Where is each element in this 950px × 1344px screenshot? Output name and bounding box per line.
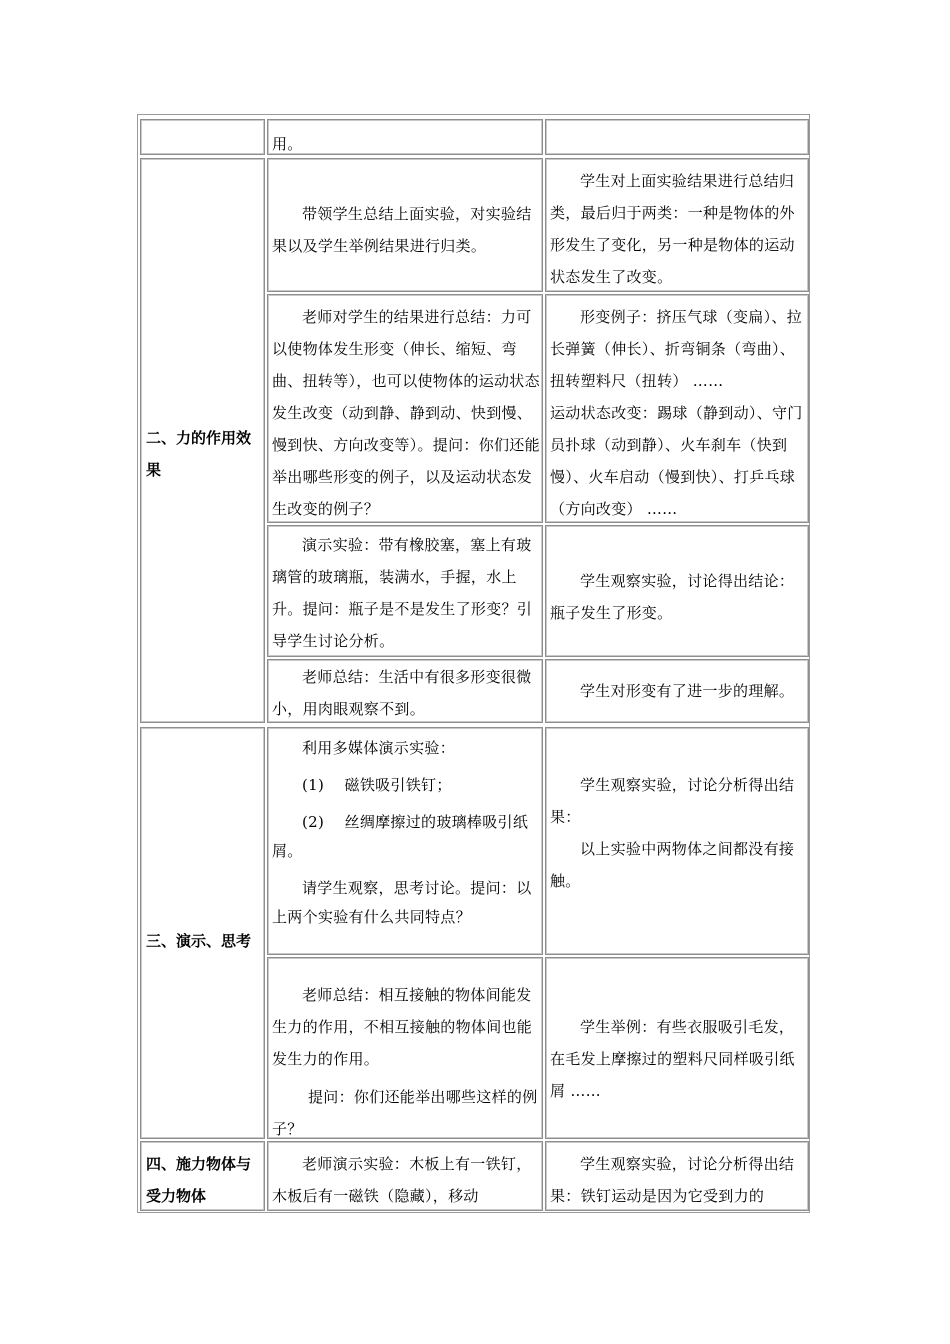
student-cell <box>545 957 809 1139</box>
cell-text: 带领学生总结上面实验，对实验结果以及学生举例结果进行归类。 <box>272 205 532 255</box>
teacher-cell <box>267 727 543 955</box>
teacher-cell <box>267 525 543 657</box>
heading-cell <box>140 158 265 723</box>
cell-text: 老师总结：相互接触的物体间能发生力的作用，不相互接触的物体间也能发生力的作用。 <box>272 986 533 1068</box>
teacher-cell <box>267 659 543 723</box>
cell-text: 老师演示实验：木板上有一铁钉，木板后有一磁铁（隐藏），移动 <box>272 1155 532 1205</box>
cell-text: 学生观察实验，讨论得出结论：瓶子发生了形变。 <box>550 572 795 622</box>
cell-text: 学生举例：有些衣服吸引毛发，在毛发上摩擦过的塑料尺同样吸引纸屑 …… <box>550 1018 795 1100</box>
heading-cell <box>140 119 265 155</box>
cell-text: 用。 <box>272 135 303 153</box>
teacher-cell <box>267 294 543 523</box>
cell-text: 学生对上面实验结果进行总结归类，最后归于两类：一种是物体的外形发生了变化，另一种是物体的运动状态发生了改变。 <box>550 172 795 286</box>
cell-text: (1) 磁铁吸引铁钉； <box>302 776 452 794</box>
student-cell <box>545 294 809 523</box>
cell-text: 请学生观察，思考讨论。提问：以上两个实验有什么共同特点？ <box>272 879 532 926</box>
section-heading: 四、施力物体与受力物体 <box>146 1155 252 1205</box>
cell-text: 演示实验：带有橡胶塞，塞上有玻璃管的玻璃瓶，装满水，手握，水上升。提问：瓶子是不是发生了形变？引导学生讨论分析。 <box>272 536 533 650</box>
cell-text: 利用多媒体演示实验： <box>302 739 456 757</box>
student-cell <box>545 659 809 723</box>
cell-text: 以上实验中两物体之间都没有接触。 <box>550 840 795 890</box>
cell-text: 学生观察实验，讨论分析得出结果： <box>550 776 795 826</box>
cell-text: 学生对形变有了进一步的理解。 <box>580 682 795 700</box>
student-cell <box>545 1141 809 1211</box>
cell-text: 老师总结：生活中有很多形变很微小，用肉眼观察不到。 <box>272 668 532 718</box>
cell-text: (2) 丝绸摩擦过的玻璃棒吸引纸屑。 <box>272 813 529 860</box>
cell-text: 老师对学生的结果进行总结：力可以使物体发生形变（伸长、缩短、弯曲、扭转等），也可以使物体的运动状态发生改变（动到静、静到动、快到慢、慢到快、方向改变等）。提问：你们还能举出哪些形变的例子，以及运动状态发生改变的例子？ <box>272 308 540 518</box>
section-heading: 二、力的作用效果 <box>146 429 252 479</box>
cell-text: 运动状态改变：踢球（静到动）、守门员扑球（动到静）、火车刹车（快到慢）、火车启动（慢到快）、打乒乓球（方向改变） …… <box>550 404 803 518</box>
cell-text: 形变例子：挤压气球（变扁）、拉长弹簧（伸长）、折弯铜条（弯曲）、扭转塑料尺（扭转） …… <box>550 308 803 390</box>
teacher-cell <box>267 158 543 292</box>
student-cell <box>545 158 809 292</box>
student-cell <box>545 525 809 657</box>
student-cell <box>545 727 809 955</box>
teacher-cell <box>267 1141 543 1211</box>
cell-text: 提问：你们还能举出哪些这样的例子？ <box>272 1088 538 1138</box>
heading-cell <box>140 727 265 1139</box>
heading-cell <box>140 1141 265 1211</box>
teacher-cell <box>267 957 543 1139</box>
teacher-cell <box>267 119 543 155</box>
lesson-table <box>137 114 810 1213</box>
section-heading: 三、演示、思考 <box>146 932 252 950</box>
cell-text: 学生观察实验，讨论分析得出结果：铁钉运动是因为它受到力的 <box>550 1155 795 1205</box>
student-cell <box>545 119 809 155</box>
